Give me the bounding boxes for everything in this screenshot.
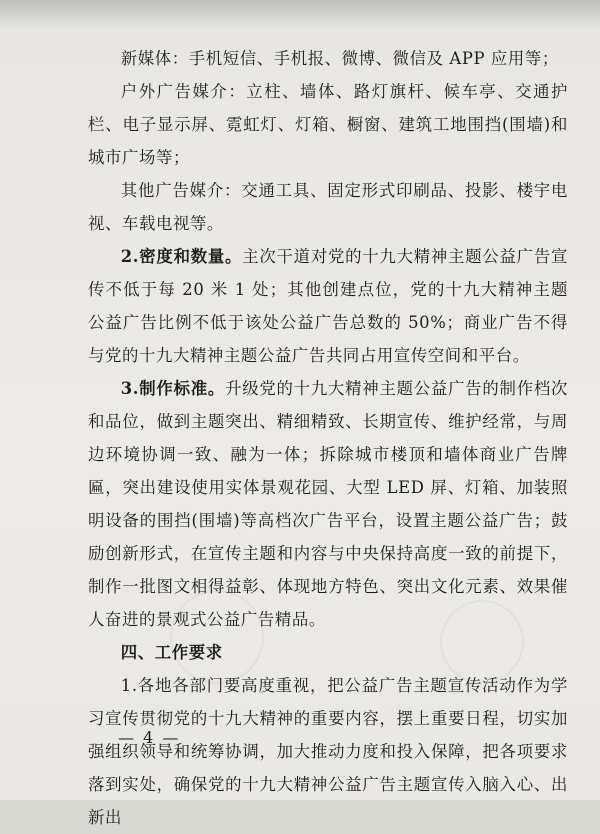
paragraph-requirement-1: 1.各地各部门要高度重视，把公益广告主题宣传活动作为学习宣传贯彻党的十九大精神的重要内容，摆上重要日程，切实加强组织领导和统筹协调，加大推动力度和投入保障，把各项要求落到实处，确保党的十九大精神公益广告主题宣传入脑入心、出新出	[88, 676, 568, 827]
standard-text: 升级党的十九大精神主题公益广告的制作档次和品位，做到主题突出、精细精致、长期宣传、维护经常，与周边环境协调一致、融为一体；拆除城市楼顶和墙体商业广告牌匾，突出建设使用实体景观花园、大型 LED 屏、灯箱、加装照明设备的围挡(围墙)等高档次广告平台，设置主题公益广告；鼓励创新形式，在宣传主题和内容与中央保持高度一致的前提下，制作一批图文相得益彰、体现地方特色、突出文化元素、效果催人奋进的景观式公益广告精品。	[88, 379, 569, 629]
standard-lead: 3.制作标准。	[120, 379, 226, 398]
density-lead: 2.密度和数量。	[120, 247, 243, 266]
document-body	[88, 42, 568, 834]
density-text: 主次干道对党的十九大精神主题公益广告宣传不低于每 20 米 1 处；其他创建点位，党的十九大精神主题公益广告比例不低于该处公益广告总数的 50%；商业广告不得与党的十九大精神主题公益广告共同占用宣传空间和平台。	[88, 247, 568, 365]
paragraph-density	[88, 240, 568, 372]
paragraph-new-media: 新媒体：手机短信、手机报、微博、微信及 APP 应用等；	[120, 49, 559, 68]
paragraph-other-media: 其他广告媒介：交通工具、固定形式印刷品、投影、楼宇电视、车载电视等。	[88, 181, 568, 233]
section-heading: 四、工作要求	[120, 643, 223, 662]
paragraph-standard	[88, 372, 568, 636]
page-shadow	[0, 0, 600, 30]
paragraph-outdoor-media: 户外广告媒介：立柱、墙体、路灯旗杆、候车亭、交通护栏、电子显示屏、霓虹灯、灯箱、橱窗、建筑工地围挡(围墙)和城市广场等；	[88, 82, 568, 167]
page-number: — 4 —	[118, 728, 181, 747]
